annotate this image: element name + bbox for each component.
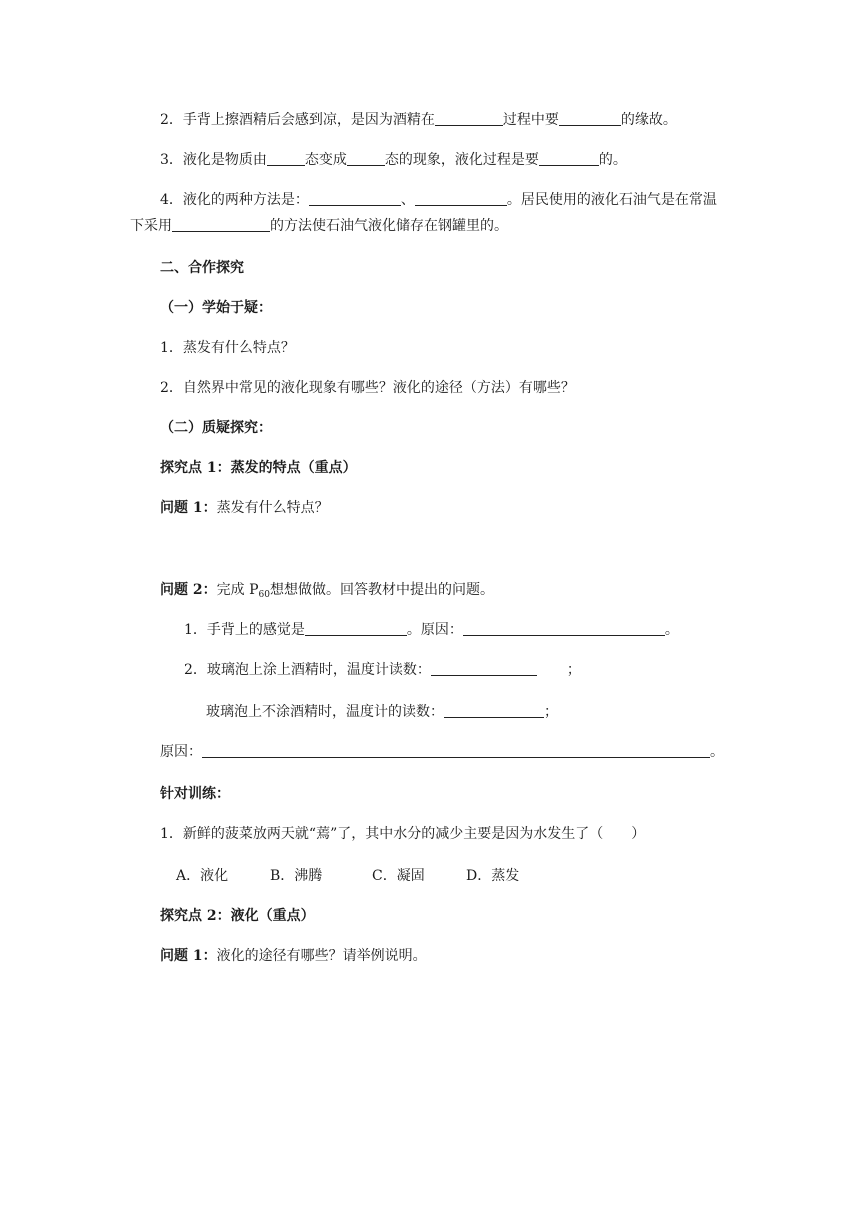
question-4-text: 。居民使用的液化石油气是在常温: [506, 192, 717, 208]
item-text: 。原因：: [406, 622, 463, 638]
answer-blank[interactable]: [559, 111, 621, 126]
problem-1-liquefaction: [160, 946, 860, 966]
training-heading: 针对训练：: [160, 786, 230, 802]
question-4-text: 下采用: [130, 218, 172, 234]
answer-blank[interactable]: [305, 621, 407, 636]
problem-text: 完成 P: [216, 582, 259, 598]
question-2-text: 过程中要: [502, 112, 559, 128]
item-text: 1．手背上的感觉是: [184, 622, 305, 638]
question-2-text: 2．手背上擦酒精后会感到凉，是因为酒精在: [160, 112, 435, 128]
reason-label: 原因：: [160, 744, 202, 760]
problem-text: 想想做做。回答教材中提出的问题。: [269, 582, 494, 598]
answer-blank[interactable]: [202, 743, 710, 758]
problem-2: [160, 580, 860, 605]
question-3-text: 态变成: [304, 152, 347, 168]
problem-text: 液化的途径有哪些？请举例说明。: [216, 948, 427, 964]
question-3-text: 的。: [598, 152, 627, 168]
answer-blank[interactable]: [267, 151, 305, 166]
answer-blank[interactable]: [444, 703, 544, 718]
question-4-continued: [130, 216, 860, 236]
answer-blank[interactable]: [431, 661, 537, 676]
option-a[interactable]: A．液化: [176, 868, 229, 884]
item-1: [184, 620, 860, 640]
option-b[interactable]: B．沸腾: [270, 868, 323, 884]
problem-label: 问题 1：: [160, 948, 217, 964]
doubt-question-1: 1．蒸发有什么特点？: [160, 340, 295, 356]
item-text: 2．玻璃泡上涂上酒精时，温度计读数：: [184, 662, 431, 678]
item-text: ；: [566, 662, 581, 678]
question-2: [160, 110, 860, 130]
item-text: 玻璃泡上不涂酒精时，温度计的读数：: [206, 704, 444, 720]
doubt-question-2: 2．自然界中常见的液化现象有哪些？液化的途径（方法）有哪些？: [160, 380, 575, 396]
problem-1: [160, 498, 860, 518]
inquiry-point-heading: 探究点 1：蒸发的特点（重点）: [160, 460, 357, 476]
item-text: ；: [544, 704, 558, 720]
subsection-heading: （一）学始于疑：: [160, 300, 272, 316]
reason-text: 。: [710, 744, 724, 760]
problem-text: 蒸发有什么特点？: [216, 500, 329, 516]
item-text: 。: [664, 622, 679, 638]
section-heading: 二、合作探究: [160, 260, 244, 276]
answer-blank[interactable]: [463, 621, 665, 636]
question-4: [160, 190, 860, 210]
question-4-text: 、: [400, 192, 415, 208]
question-3-text: 3．液化是物质由: [160, 152, 267, 168]
answer-blank[interactable]: [172, 217, 270, 232]
inquiry-point-heading: 探究点 2：液化（重点）: [160, 908, 315, 924]
answer-blank[interactable]: [435, 111, 503, 126]
reason-line: [160, 742, 860, 762]
problem-label: 问题 1：: [160, 500, 217, 516]
training-question-1: 1．新鲜的菠菜放两天就“蔫”了，其中水分的减少主要是因为水发生了（ ）: [160, 826, 646, 842]
choice-options: [176, 866, 860, 886]
option-d[interactable]: D．蒸发: [466, 868, 520, 884]
answer-blank[interactable]: [309, 191, 401, 206]
answer-blank[interactable]: [347, 151, 385, 166]
question-4-text: 的方法使石油气液化储存在钢罐里的。: [270, 218, 508, 234]
item-2: [184, 660, 860, 680]
item-2-second: [206, 702, 860, 722]
question-4-text: 4．液化的两种方法是：: [160, 192, 309, 208]
problem-label: 问题 2：: [160, 582, 217, 598]
subsection-heading: （二）质疑探究：: [160, 420, 272, 436]
answer-blank[interactable]: [539, 151, 599, 166]
option-c[interactable]: C．凝固: [372, 868, 425, 884]
page-subscript: 60: [258, 590, 270, 600]
question-3-text: 态的现象，液化过程是要: [384, 152, 539, 168]
question-2-text: 的缘故。: [620, 112, 677, 128]
question-3: [160, 150, 860, 170]
answer-blank[interactable]: [415, 191, 507, 206]
